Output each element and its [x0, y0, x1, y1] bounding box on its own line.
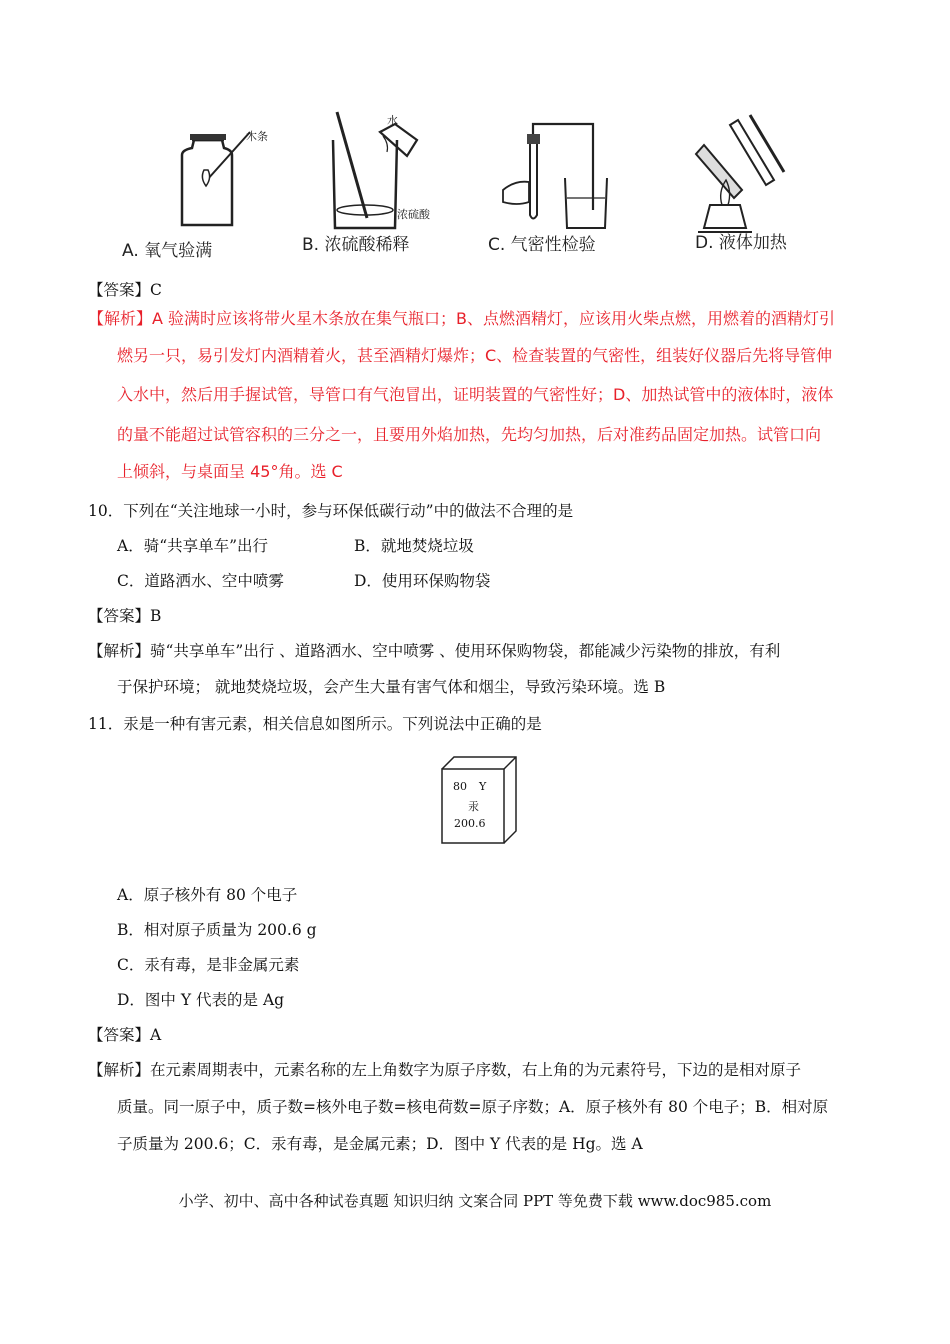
q11-answer: 【答案】A — [88, 1026, 162, 1044]
q10-option-a: A．骑“共享单车”出行 — [117, 537, 269, 555]
water-annotation: 水 — [387, 114, 398, 127]
airtightness-check-illustration — [495, 120, 615, 230]
q9-analysis-line-2: 燃另一只，易引发灯内酒精着火，甚至酒精灯爆炸；C、检查装置的气密性，组装好仪器后先将导管伸 — [117, 346, 833, 365]
q9-analysis-line-3: 入水中，然后用手握试管，导管口有气泡冒出，证明装置的气密性好；D、加热试管中的液体时，液体 — [117, 385, 834, 404]
element-cube-outline — [440, 755, 520, 845]
element-symbol: Y — [479, 780, 487, 793]
element-cube-figure — [440, 755, 520, 845]
figure-label-a: A. 氧气验满 — [122, 241, 213, 261]
q10-stem: 10．下列在“关注地球一小时，参与环保低碳行动”中的做法不合理的是 — [88, 502, 574, 520]
q11-stem: 11．汞是一种有害元素，相关信息如图所示。下列说法中正确的是 — [88, 715, 542, 733]
element-atomic-number: 80 — [453, 780, 467, 793]
q11-option-b: B．相对原子质量为 200.6 g — [117, 921, 317, 939]
q10-analysis-line-1: 【解析】骑“共享单车”出行 、道路洒水、空中喷雾 、使用环保购物袋，都能减少污染物的排放，有利 — [88, 642, 781, 660]
stick-annotation: 木条 — [246, 130, 268, 143]
q10-option-d: D．使用环保购物袋 — [354, 572, 491, 590]
q9-analysis-line-5: 上倾斜，与桌面呈 45°角。选 C — [117, 462, 343, 481]
q9-answer: 【答案】C — [88, 281, 162, 299]
element-name: 汞 — [468, 800, 479, 813]
q11-option-d: D．图中 Y 代表的是 Ag — [117, 991, 285, 1009]
q10-option-b: B．就地焚烧垃圾 — [354, 537, 474, 555]
q9-figure — [110, 100, 810, 270]
q9-analysis-line-1: 【解析】A 验满时应该将带火星木条放在集气瓶口；B、点燃酒精灯，应该用火柴点燃，用燃着的酒精灯引 — [88, 309, 836, 328]
figure-label-d: D. 液体加热 — [695, 233, 787, 253]
q11-option-a: A．原子核外有 80 个电子 — [117, 886, 298, 904]
acid-annotation: 浓硫酸 — [397, 208, 430, 221]
q11-analysis-line-1: 【解析】在元素周期表中，元素名称的左上角数字为原子序数，右上角的为元素符号，下边的是相对原子 — [88, 1061, 802, 1079]
figure-label-b: B. 浓硫酸稀释 — [302, 235, 410, 255]
q10-analysis-line-2: 于保护环境； 就地焚烧垃圾，会产生大量有害气体和烟尘，导致污染环境。选 B — [117, 678, 666, 696]
figure-label-c: C. 气密性检验 — [488, 235, 596, 255]
gas-jar-stick-illustration — [160, 110, 250, 230]
q9-analysis-line-4: 的量不能超过试管容积的三分之一，且要用外焰加热，先均匀加热，后对准药品固定加热。试管口向 — [117, 425, 822, 444]
page-footer: 小学、初中、高中各种试卷真题 知识归纳 文案合同 PPT 等免费下载 www.doc985.com — [178, 1192, 772, 1210]
q11-analysis-line-2: 质量。同一原子中，质子数=核外电子数=核电荷数=原子序数；A．原子核外有 80 个电子；B．相对原 — [117, 1098, 829, 1116]
q11-option-c: C．汞有毒，是非金属元素 — [117, 956, 300, 974]
q10-option-c: C．道路洒水、空中喷雾 — [117, 572, 284, 590]
element-mass: 200.6 — [454, 817, 486, 830]
q10-answer: 【答案】B — [88, 607, 162, 625]
q11-analysis-line-3: 子质量为 200.6；C．汞有毒，是金属元素；D．图中 Y 代表的是 Hg。选 A — [117, 1135, 643, 1153]
liquid-heating-illustration — [680, 110, 790, 240]
